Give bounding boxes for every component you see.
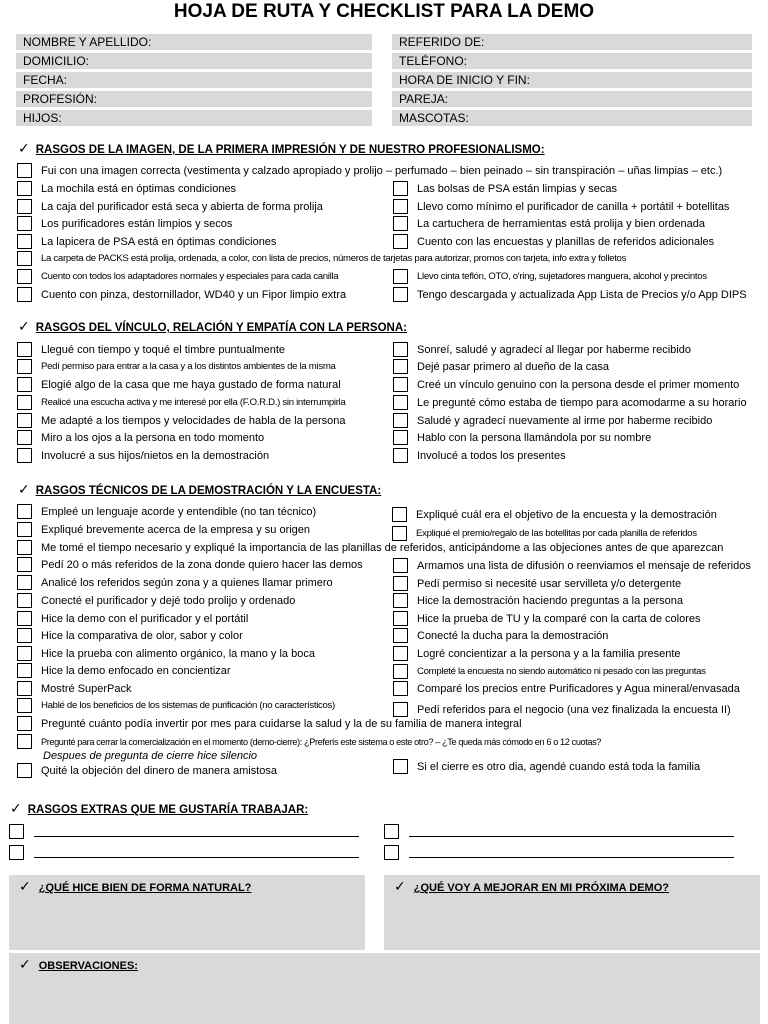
checkbox[interactable] (9, 845, 24, 860)
checkbox[interactable] (17, 698, 32, 713)
checkbox[interactable] (17, 377, 32, 392)
checkbox[interactable] (393, 181, 408, 196)
check-icon: ✓ (394, 878, 406, 894)
checkbox[interactable] (17, 251, 32, 266)
checkbox[interactable] (393, 628, 408, 643)
section-heading-tecnicos: ✓ RASGOS TÉCNICOS DE LA DEMOSTRACIÓN Y LA ENCUESTA: (18, 481, 382, 497)
checkbox[interactable] (17, 342, 32, 357)
checkbox[interactable] (393, 593, 408, 608)
field-pareja[interactable]: PAREJA: (392, 91, 752, 107)
checkbox[interactable] (17, 628, 32, 643)
checkbox[interactable] (393, 199, 408, 214)
checkbox[interactable] (17, 663, 32, 678)
checkbox[interactable] (393, 646, 408, 661)
field-profesion[interactable]: PROFESIÓN: (16, 91, 372, 107)
checkbox[interactable] (393, 759, 408, 774)
checkbox[interactable] (17, 430, 32, 445)
check-icon: ✓ (18, 481, 30, 497)
checkbox[interactable] (17, 522, 32, 537)
check-icon: ✓ (18, 318, 30, 334)
checkbox[interactable] (17, 540, 32, 555)
checkbox[interactable] (17, 716, 32, 731)
checkbox[interactable] (384, 845, 399, 860)
info-fields-left (16, 34, 372, 129)
checkbox[interactable] (17, 763, 32, 778)
write-line[interactable] (34, 836, 359, 837)
check-icon: ✓ (18, 140, 30, 156)
checkbox[interactable] (9, 824, 24, 839)
checkbox[interactable] (17, 287, 32, 302)
checkbox[interactable] (393, 287, 408, 302)
silence-note: Despues de pregunta de cierre hice silencio (43, 750, 258, 762)
checkbox[interactable] (17, 448, 32, 463)
checkbox[interactable] (17, 611, 32, 626)
panel-improve-title: ¿QUÉ VOY A MEJORAR EN MI PRÓXIMA DEMO? (413, 882, 669, 894)
checkbox[interactable] (392, 507, 407, 522)
info-fields-right (392, 34, 752, 129)
checkbox[interactable] (17, 575, 32, 590)
checkbox[interactable] (392, 526, 407, 541)
checkbox[interactable] (393, 234, 408, 249)
field-referido[interactable]: REFERIDO DE: (392, 34, 752, 50)
field-fecha[interactable]: FECHA: (16, 72, 372, 88)
check-icon: ✓ (10, 800, 22, 816)
section-heading-vinculo: ✓ RASGOS DEL VÍNCULO, RELACIÓN Y EMPATÍA CON LA PERSONA: (18, 318, 407, 334)
checkbox[interactable] (17, 199, 32, 214)
checkbox[interactable] (393, 430, 408, 445)
checkbox[interactable] (393, 413, 408, 428)
checkbox[interactable] (393, 216, 408, 231)
write-line[interactable] (409, 857, 734, 858)
checkbox[interactable] (393, 269, 408, 284)
panel-good[interactable] (9, 875, 365, 950)
checkbox[interactable] (393, 558, 408, 573)
checkbox[interactable] (17, 413, 32, 428)
checkbox[interactable] (393, 377, 408, 392)
checkbox[interactable] (17, 557, 32, 572)
checkbox[interactable] (17, 181, 32, 196)
checkbox[interactable] (17, 681, 32, 696)
field-domicilio[interactable]: DOMICILIO: (16, 53, 372, 69)
write-line[interactable] (34, 857, 359, 858)
checkbox[interactable] (17, 646, 32, 661)
checkbox[interactable] (17, 504, 32, 519)
field-nombre[interactable]: NOMBRE Y APELLIDO: (16, 34, 372, 50)
field-telefono[interactable]: TELÉFONO: (392, 53, 752, 69)
section-heading-imagen: ✓ RASGOS DE LA IMAGEN, DE LA PRIMERA IMPRESIÓN Y DE NUESTRO PROFESIONALISMO: (18, 140, 545, 156)
checkbox[interactable] (17, 359, 32, 374)
field-mascotas[interactable]: MASCOTAS: (392, 110, 752, 126)
checkbox[interactable] (17, 216, 32, 231)
checkbox[interactable] (17, 234, 32, 249)
panel-notes[interactable] (9, 953, 760, 1024)
check-icon: ✓ (19, 956, 31, 972)
field-hijos[interactable]: HIJOS: (16, 110, 372, 126)
panel-good-title: ¿QUÉ HICE BIEN DE FORMA NATURAL? (38, 882, 252, 894)
checkbox[interactable] (393, 395, 408, 410)
checkbox[interactable] (17, 593, 32, 608)
section-heading-extras: ✓ RASGOS EXTRAS QUE ME GUSTARÍA TRABAJAR: (10, 800, 309, 816)
panel-improve[interactable] (384, 875, 760, 950)
checkbox[interactable] (384, 824, 399, 839)
panel-notes-title: OBSERVACIONES: (38, 960, 138, 972)
write-line[interactable] (409, 836, 734, 837)
checkbox[interactable] (393, 342, 408, 357)
checkbox[interactable] (17, 163, 32, 178)
page-title: HOJA DE RUTA Y CHECKLIST PARA LA DEMO (173, 1, 595, 22)
checkbox[interactable] (393, 448, 408, 463)
checkbox[interactable] (17, 269, 32, 284)
checkbox[interactable] (393, 681, 408, 696)
field-hora[interactable]: HORA DE INICIO Y FIN: (392, 72, 752, 88)
checkbox[interactable] (393, 611, 408, 626)
checkbox[interactable] (393, 359, 408, 374)
checkbox[interactable] (17, 395, 32, 410)
check-icon: ✓ (19, 878, 31, 894)
checkbox[interactable] (393, 702, 408, 717)
checkbox[interactable] (393, 576, 408, 591)
checkbox[interactable] (393, 664, 408, 679)
checkbox[interactable] (17, 734, 32, 749)
